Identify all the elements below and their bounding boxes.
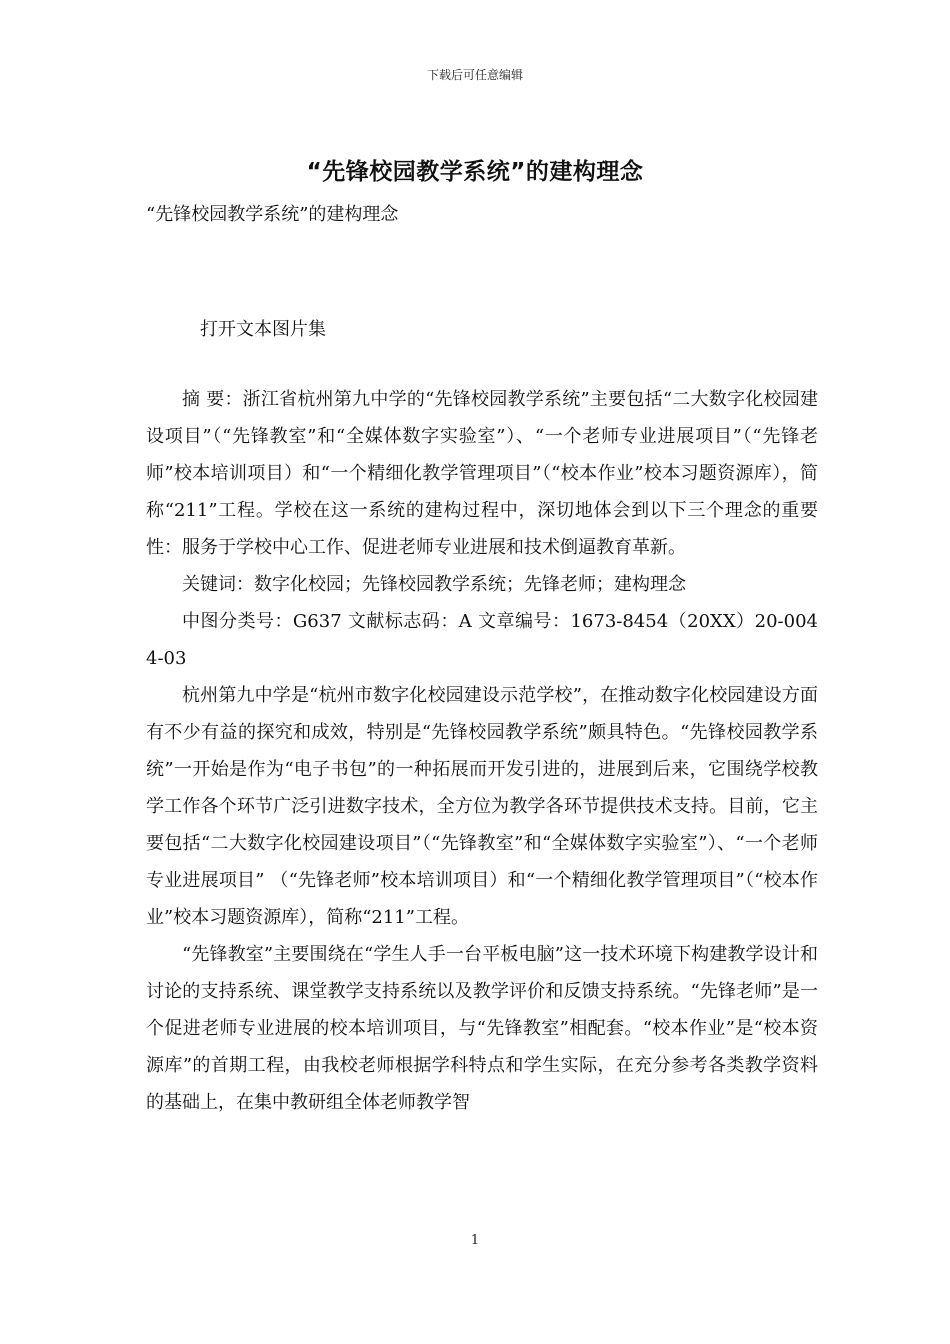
- page-number: 1: [470, 1233, 480, 1248]
- keywords-paragraph: 关键词：数字化校园；先锋校园教学系统；先锋老师；建构理念: [182, 574, 686, 595]
- abstract-paragraph: 摘 要：浙江省杭州第九中学的“先锋校园教学系统”主要包括“二大数字化校园建设项目”（“先锋教室”和“全媒体数字实验室”）、“一个老师专业进展项目”（“先锋老师”校本培训项目）和“一个精细化教学管理项目”（“校本作业”校本习题资源库），简称“211”工程。学校在这一系统的建构过程中，深切地体会到以下三个理念的重要性：服务于学校中心工作、促进老师专业进展和技术倒逼教育革新。: [146, 389, 818, 558]
- document-subtitle: “先锋校园教学系统”的建构理念: [146, 204, 399, 225]
- classification-paragraph: 中图分类号：G637 文献标志码：A 文章编号：1673-8454（20XX）20-0044-03: [146, 611, 818, 669]
- page-header-note: 下载后可任意编辑: [426, 68, 523, 82]
- document-body: [146, 381, 818, 1121]
- body-paragraph-1: 杭州第九中学是“杭州市数字化校园建设示范学校”，在推动数字化校园建设方面有不少有益的探究和成效，特别是“先锋校园教学系统”颇具特色。“先锋校园教学系统”一开始是作为“电子书包”的一种拓展而开发引进的，进展到后来，它围绕学校教学工作各个环节广泛引进数字技术，全方位为教学各环节提供技术支持。目前，它主要包括“二大数字化校园建设项目”（“先锋教室”和“全媒体数字实验室”）、“一个老师专业进展项目” （“先锋老师”校本培训项目）和“一个精细化教学管理项目”（“校本作业”校本习题资源库），简称“211”工程。: [146, 685, 818, 928]
- body-paragraph-2: “先锋教室”主要围绕在“学生人手一台平板电脑”这一技术环境下构建教学设计和讨论的支持系统、课堂教学支持系统以及教学评价和反馈支持系统。“先锋老师”是一个促进老师专业进展的校本培训项目，与“先锋教室”相配套。“校本作业”是“校本资源库”的首期工程，由我校老师根据学科特点和学生实际，在充分参考各类教学资料的基础上，在集中教研组全体老师教学智: [146, 944, 818, 1113]
- open-image-set-link[interactable]: 打开文本图片集: [200, 319, 326, 340]
- document-title: “先锋校园教学系统”的建构理念: [306, 159, 644, 185]
